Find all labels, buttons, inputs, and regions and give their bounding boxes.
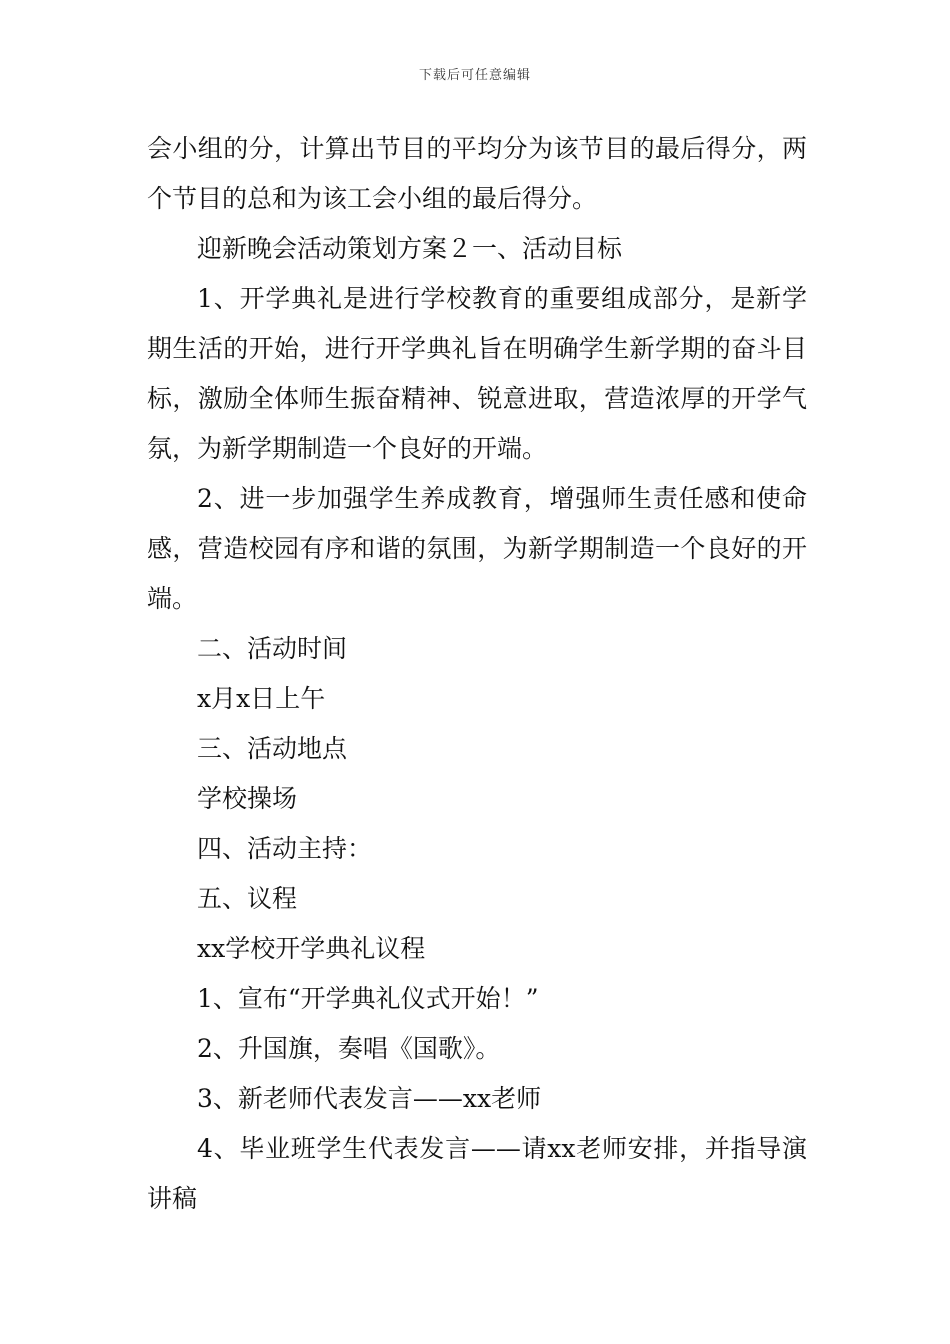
agenda-item-3: 3、新老师代表发言——xx老师: [197, 1084, 542, 1113]
agenda-item-4: 4、毕业班学生代表发言——请xx老师安排，并指导演讲稿: [147, 1134, 807, 1213]
paragraph-activity-time: x月x日上午: [197, 684, 326, 713]
paragraph-goal-2: 2、进一步加强学生养成教育，增强师生责任感和使命感，营造校园有序和谐的氛围，为新学期制造一个良好的开端。: [147, 484, 807, 613]
heading-activity-host: 四、活动主持：: [197, 834, 373, 863]
paragraph-goal-1: 1、开学典礼是进行学校教育的重要组成部分，是新学期生活的开始，进行开学典礼旨在明确学生新学期的奋斗目标，激励全体师生振奋精神、锐意进取，营造浓厚的开学气氛，为新学期制造一个良好的开端。: [147, 284, 807, 463]
agenda-item-1: 1、宣布“开学典礼仪式开始！”: [197, 984, 539, 1013]
heading-activity-location: 三、活动地点: [197, 734, 348, 763]
document-body: [147, 124, 807, 1224]
paragraph-agenda-title: xx学校开学典礼议程: [197, 934, 426, 963]
agenda-item-2: 2、升国旗，奏唱《国歌》。: [197, 1034, 501, 1063]
heading-agenda: 五、议程: [197, 884, 298, 913]
paragraph-activity-location: 学校操场: [197, 784, 298, 813]
page-header-note: 下载后可任意编辑: [418, 68, 531, 83]
heading-activity-time: 二、活动时间: [197, 634, 348, 663]
paragraph-plan-title: 迎新晚会活动策划方案２一、活动目标: [197, 234, 623, 263]
paragraph-scoring-rule: 会小组的分，计算出节目的平均分为该节目的最后得分，两个节目的总和为该工会小组的最后得分。: [147, 134, 807, 213]
